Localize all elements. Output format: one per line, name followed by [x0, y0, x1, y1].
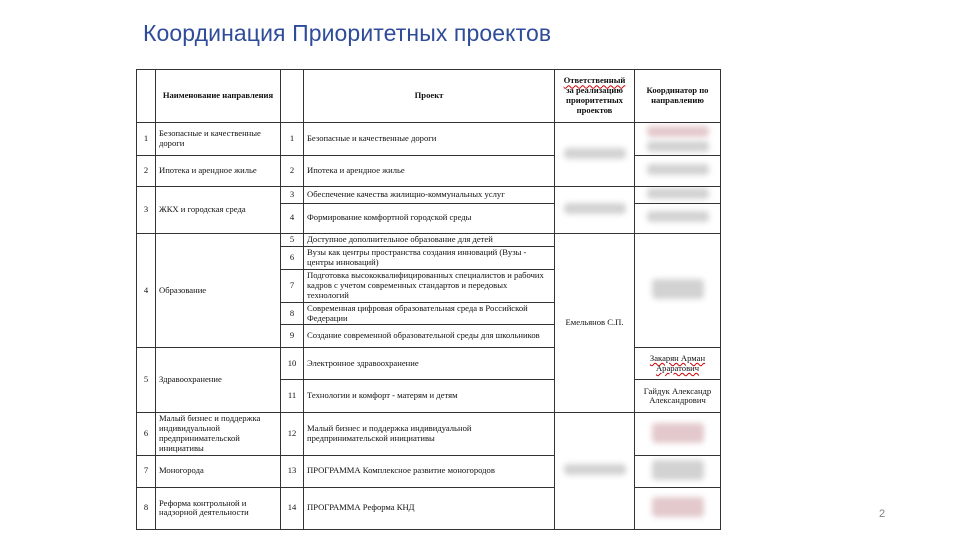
project-name: Безопасные и качественные дороги [304, 123, 555, 156]
header-coordinator: Координатор по направлению [635, 70, 721, 123]
slide-title: Координация Приоритетных проектов [143, 20, 552, 46]
redacted-name [647, 188, 709, 199]
project-num: 10 [281, 348, 304, 380]
project-name: Малый бизнес и поддержка индивидуальной предпринимательской инициативы [304, 413, 555, 456]
project-name: Доступное дополнительное образование для детей [304, 233, 555, 246]
redacted-name [564, 148, 626, 159]
redacted-name [652, 279, 704, 299]
table-row [137, 187, 721, 204]
coordinator-cell-8 [635, 487, 721, 529]
project-num: 12 [281, 413, 304, 456]
redacted-name [652, 497, 704, 517]
project-name: Формирование комфортной городской среды [304, 203, 555, 233]
row-direction: Безопасные и качественные дороги [156, 123, 281, 156]
project-num: 3 [281, 187, 304, 204]
project-num: 13 [281, 455, 304, 487]
row-num: 2 [137, 156, 156, 187]
project-name: Электронное здравоохранение [304, 348, 555, 380]
project-num: 2 [281, 156, 304, 187]
responsible-cell-3 [555, 187, 635, 234]
row-num: 8 [137, 487, 156, 529]
project-num: 1 [281, 123, 304, 156]
project-num: 7 [281, 269, 304, 302]
row-direction: Образование [156, 233, 281, 348]
row-direction: Ипотека и арендное жилье [156, 156, 281, 187]
row-direction: Реформа контрольной и надзорной деятельности [156, 487, 281, 529]
coordinator-health-2: Гайдук Александр Александрович [635, 380, 721, 413]
coordinator-cell-3 [635, 187, 721, 204]
header-project: Проект [304, 70, 555, 123]
table-header-row [137, 70, 721, 123]
projects-table [136, 69, 721, 530]
coordinator-cell-2 [635, 156, 721, 187]
project-name: Современная цифровая образовательная среда в Российской Федерации [304, 302, 555, 325]
coordinator-health-1 [635, 348, 721, 380]
project-name: ПРОГРАММА Реформа КНД [304, 487, 555, 529]
coordinator-cell-1 [635, 123, 721, 156]
coordinator-cell-7 [635, 455, 721, 487]
header-direction: Наименование направления [156, 70, 281, 123]
project-name: Ипотека и арендное жилье [304, 156, 555, 187]
row-direction: ЖКХ и городская среда [156, 187, 281, 234]
row-direction: Здравоохранение [156, 348, 281, 413]
redacted-name [647, 141, 709, 152]
redacted-name [647, 126, 709, 137]
coordinator-cell-education [635, 233, 721, 348]
table-row [137, 413, 721, 456]
header-responsible-underlined: Ответственный [563, 75, 626, 86]
responsible-named-cell: Емельянов С.П. [555, 233, 635, 413]
project-num: 8 [281, 302, 304, 325]
project-num: 5 [281, 233, 304, 246]
row-num: 5 [137, 348, 156, 413]
coordinator-health-1-text: Закарян Арман Араратович [649, 353, 706, 373]
project-num: 11 [281, 380, 304, 413]
header-num [137, 70, 156, 123]
project-name: Создание современной образовательной среды для школьников [304, 325, 555, 348]
project-num: 4 [281, 203, 304, 233]
project-name: ПРОГРАММА Комплексное развитие моногородов [304, 455, 555, 487]
redacted-name [564, 203, 626, 214]
redacted-name [652, 423, 704, 443]
row-num: 1 [137, 123, 156, 156]
project-name: Подготовка высококвалифицированных специалистов и рабочих кадров с учетом современных стандартов и передовых технологий [304, 269, 555, 302]
project-name: Вузы как центры пространства создания инноваций (Вузы - центры инноваций) [304, 246, 555, 269]
header-pnum [281, 70, 304, 123]
responsible-cell-1 [555, 123, 635, 187]
header-responsible-rest: за реализацию приоритетных проектов [566, 85, 623, 115]
responsible-cell-lower [555, 413, 635, 530]
row-direction: Малый бизнес и поддержка индивидуальной предпринимательской инициативы [156, 413, 281, 456]
row-num: 7 [137, 455, 156, 487]
redacted-name [564, 464, 626, 475]
project-name: Обеспечение качества жилищно-коммунальных услуг [304, 187, 555, 204]
table-row [137, 123, 721, 156]
project-num: 6 [281, 246, 304, 269]
table-row [137, 233, 721, 246]
redacted-name [647, 164, 709, 175]
row-num: 3 [137, 187, 156, 234]
project-num: 9 [281, 325, 304, 348]
project-name: Технологии и комфорт - матерям и детям [304, 380, 555, 413]
coordinator-cell-6 [635, 413, 721, 456]
page-number: 2 [879, 508, 886, 520]
row-num: 4 [137, 233, 156, 348]
coordinator-cell-4 [635, 203, 721, 233]
row-num: 6 [137, 413, 156, 456]
redacted-name [647, 211, 709, 222]
project-num: 14 [281, 487, 304, 529]
row-direction: Моногорода [156, 455, 281, 487]
header-responsible [555, 70, 635, 123]
redacted-name [652, 460, 704, 480]
